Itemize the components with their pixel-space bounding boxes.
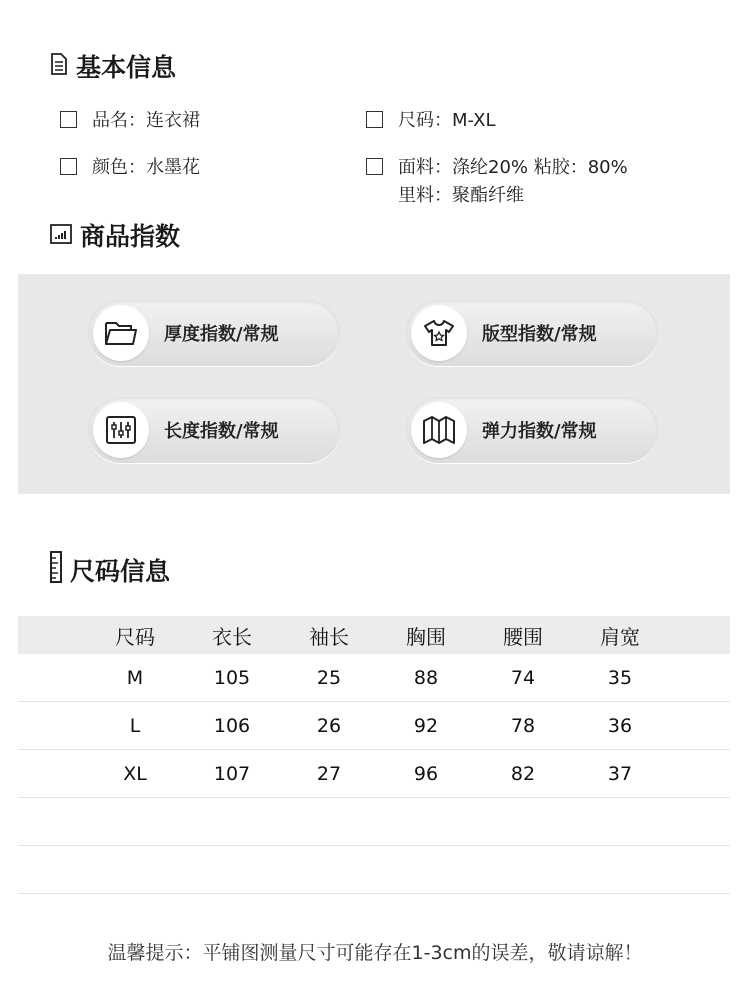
document-icon bbox=[50, 52, 68, 81]
elasticity-index-pill: 弹力指数/常规 bbox=[406, 397, 658, 463]
folder-icon bbox=[93, 305, 149, 361]
header-cell: 袖长 bbox=[309, 624, 349, 649]
table-cell: 74 bbox=[510, 666, 536, 689]
table-cell: 82 bbox=[510, 762, 536, 785]
checkbox-icon bbox=[366, 111, 383, 128]
table-cell: 106 bbox=[213, 714, 251, 737]
size-range-item: 尺码：M-XL bbox=[366, 106, 496, 132]
table-cell: 37 bbox=[607, 762, 633, 785]
tshirt-icon bbox=[411, 305, 467, 361]
table-row bbox=[18, 750, 730, 798]
bar-chart-icon bbox=[50, 221, 72, 250]
length-index-pill: 长度指数/常规 bbox=[88, 397, 340, 463]
product-name-item: 品名：连衣裙 bbox=[60, 106, 200, 132]
header-cell: 衣长 bbox=[212, 624, 252, 649]
table-cell: M bbox=[126, 666, 144, 689]
header-cell: 肩宽 bbox=[600, 624, 640, 649]
table-cell: XL bbox=[123, 762, 147, 785]
lining-text: 里料：聚酯纤维 bbox=[398, 185, 524, 206]
table-cell: 88 bbox=[413, 666, 439, 689]
fit-index-pill: 版型指数/常规 bbox=[406, 300, 658, 366]
table-header bbox=[18, 616, 730, 654]
ruler-icon bbox=[50, 551, 62, 589]
thickness-index-pill: 厚度指数/常规 bbox=[88, 300, 340, 366]
size-table bbox=[18, 616, 730, 894]
basic-info-title: 基本信息 bbox=[50, 48, 176, 84]
header-cell: 腰围 bbox=[503, 624, 543, 649]
product-index-title: 商品指数 bbox=[50, 217, 180, 253]
table-row bbox=[18, 654, 730, 702]
sliders-icon bbox=[93, 402, 149, 458]
checkbox-icon bbox=[366, 158, 383, 175]
table-cell: 25 bbox=[316, 666, 342, 689]
size-info-title: 尺码信息 bbox=[50, 551, 170, 589]
table-row-empty bbox=[18, 846, 730, 894]
table-cell: L bbox=[129, 714, 141, 737]
table-cell: 35 bbox=[607, 666, 633, 689]
header-cell: 尺码 bbox=[115, 624, 155, 649]
notice-text: 温馨提示：平铺图测量尺寸可能存在1-3cm的误差，敬请谅解！ bbox=[107, 942, 643, 964]
product-index-panel bbox=[18, 274, 730, 494]
map-fold-icon bbox=[411, 402, 467, 458]
table-cell: 105 bbox=[213, 666, 251, 689]
table-row bbox=[18, 702, 730, 750]
header-cell: 胸围 bbox=[406, 624, 446, 649]
table-cell: 92 bbox=[413, 714, 439, 737]
table-cell: 36 bbox=[607, 714, 633, 737]
color-item: 颜色：水墨花 bbox=[60, 153, 200, 179]
checkbox-icon bbox=[60, 111, 77, 128]
table-cell: 96 bbox=[413, 762, 439, 785]
checkbox-icon bbox=[60, 158, 77, 175]
table-row-empty bbox=[18, 798, 730, 846]
table-cell: 107 bbox=[213, 762, 251, 785]
table-cell: 26 bbox=[316, 714, 342, 737]
table-cell: 27 bbox=[316, 762, 342, 785]
table-cell: 78 bbox=[510, 714, 536, 737]
fabric-item: 面料：涤纶20% 粘胶：80% bbox=[366, 153, 628, 179]
